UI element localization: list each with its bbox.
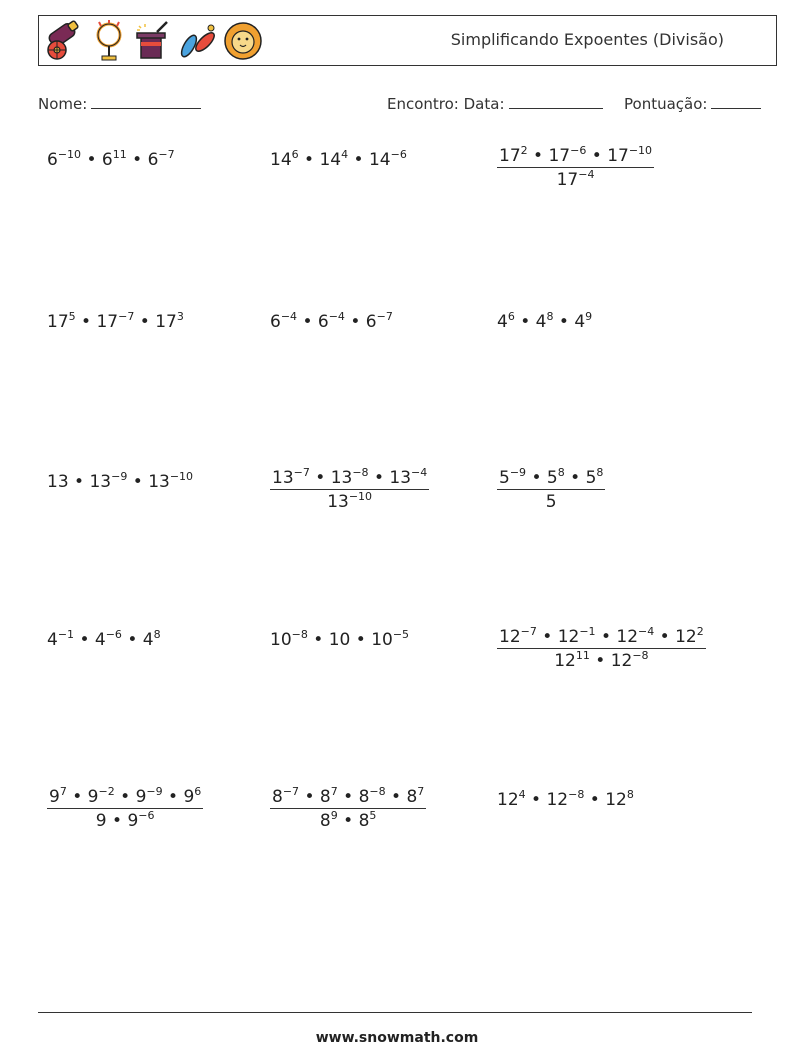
- lion-hoop-icon: [91, 20, 127, 62]
- power-exponent: 6: [507, 310, 515, 323]
- power-term: [89, 472, 127, 492]
- power-base: 8: [406, 787, 418, 807]
- power-term: [327, 492, 372, 512]
- numerator: [270, 468, 429, 489]
- power-base: 4: [47, 630, 58, 650]
- power-exponent: −10: [169, 470, 194, 483]
- problem-2: [270, 150, 407, 170]
- power-base: 13: [272, 468, 294, 488]
- multiply-dot: •: [297, 312, 318, 332]
- power-base: 13: [47, 472, 69, 492]
- problem-5: [270, 312, 393, 332]
- power-base: 17: [155, 312, 177, 332]
- power-exponent: −4: [411, 466, 428, 479]
- power-base: 8: [319, 811, 331, 831]
- power-term: [558, 627, 596, 647]
- multiply-dot: •: [553, 312, 575, 332]
- power-term: [331, 468, 369, 488]
- multiply-dot: •: [526, 468, 547, 488]
- power-term: [88, 787, 115, 807]
- power-exponent: −4: [638, 625, 655, 638]
- power-base: 12: [499, 627, 521, 647]
- fraction: [497, 468, 605, 512]
- power-exponent: 5: [68, 310, 76, 323]
- power-exponent: 5: [369, 809, 377, 822]
- multiply-dot: •: [75, 312, 97, 332]
- power-term: [366, 312, 393, 332]
- power-base: 5: [499, 468, 510, 488]
- power-exponent: −10: [57, 148, 82, 161]
- footer-site: www.snowmath.com: [315, 1030, 479, 1046]
- power-base: 17: [499, 146, 521, 166]
- date-field: [387, 94, 603, 113]
- power-term: [611, 651, 649, 671]
- power-base: 10: [371, 630, 393, 650]
- power-base: 13: [327, 492, 349, 512]
- score-field: [624, 94, 761, 113]
- power-base: 4: [142, 630, 154, 650]
- power-exponent: −1: [57, 628, 75, 641]
- multiply-dot: •: [589, 651, 611, 671]
- power-base: 12: [616, 627, 639, 647]
- multiply-dot: •: [595, 627, 617, 647]
- power-term: [49, 787, 67, 807]
- power-exponent: −7: [282, 785, 300, 798]
- power-exponent: −6: [390, 148, 407, 161]
- multiply-dot: •: [126, 150, 148, 170]
- multiply-dot: •: [114, 787, 136, 807]
- power-base: 13: [389, 468, 412, 488]
- power-base: 13: [148, 472, 170, 492]
- power-exponent: −7: [118, 310, 135, 323]
- multiply-dot: •: [162, 787, 184, 807]
- power-exponent: −6: [138, 809, 155, 822]
- power-base: 12: [497, 790, 519, 810]
- power-term: [389, 468, 427, 488]
- power-term: [499, 468, 526, 488]
- power-base: 5: [545, 492, 557, 512]
- multiply-dot: •: [127, 472, 149, 492]
- power-base: 13: [89, 472, 112, 492]
- power-exponent: −4: [328, 310, 345, 323]
- power-exponent: −7: [158, 148, 175, 161]
- numerator: [497, 146, 654, 167]
- power-term: [148, 150, 175, 170]
- power-base: 9: [87, 787, 99, 807]
- power-exponent: −1: [579, 625, 596, 638]
- power-base: 9: [135, 787, 147, 807]
- power-term: [546, 492, 557, 512]
- power-exponent: −7: [293, 466, 310, 479]
- numerator: [497, 627, 706, 648]
- fraction: [497, 627, 706, 671]
- power-exponent: −5: [392, 628, 410, 641]
- power-exponent: 4: [341, 148, 349, 161]
- power-term: [554, 651, 590, 671]
- problem-14: [270, 787, 426, 831]
- power-base: 4: [574, 312, 586, 332]
- power-base: 9: [95, 811, 107, 831]
- multiply-dot: •: [350, 630, 372, 650]
- power-exponent: −6: [570, 144, 587, 157]
- power-term: [546, 790, 584, 810]
- power-exponent: −4: [280, 310, 298, 323]
- power-exponent: 7: [330, 785, 338, 798]
- power-exponent: −6: [105, 628, 122, 641]
- problem-7: [47, 472, 193, 492]
- power-base: 5: [546, 468, 558, 488]
- power-exponent: −10: [628, 144, 653, 157]
- denominator: [497, 167, 654, 190]
- power-term: [183, 787, 201, 807]
- score-line[interactable]: [711, 94, 761, 109]
- power-term: [47, 630, 74, 650]
- power-term: [319, 150, 348, 170]
- denominator: [47, 808, 203, 831]
- power-term: [272, 468, 310, 488]
- power-base: 4: [94, 630, 106, 650]
- power-term: [499, 627, 537, 647]
- power-exponent: −8: [369, 785, 386, 798]
- numerator: [47, 787, 203, 808]
- multiply-dot: •: [309, 468, 331, 488]
- power-exponent: 6: [194, 785, 202, 798]
- power-term: [406, 787, 424, 807]
- power-exponent: 8: [557, 466, 565, 479]
- power-base: 17: [47, 312, 69, 332]
- fraction: [47, 787, 203, 831]
- power-base: 14: [368, 150, 391, 170]
- power-exponent: −8: [632, 649, 649, 662]
- multiply-dot: •: [74, 630, 95, 650]
- power-base: 17: [556, 170, 579, 190]
- power-exponent: 11: [112, 148, 127, 161]
- multiply-dot: •: [586, 146, 608, 166]
- problem-11: [270, 630, 409, 650]
- power-term: [127, 811, 154, 831]
- power-base: 9: [183, 787, 195, 807]
- multiply-dot: •: [337, 787, 359, 807]
- power-term: [329, 630, 351, 650]
- power-term: [574, 312, 592, 332]
- power-exponent: 8: [153, 628, 161, 641]
- power-term: [547, 468, 565, 488]
- power-base: 6: [101, 150, 113, 170]
- multiply-dot: •: [134, 312, 156, 332]
- problem-15: [497, 790, 634, 810]
- power-exponent: −8: [568, 788, 585, 801]
- power-base: 6: [270, 312, 281, 332]
- power-base: 12: [554, 651, 576, 671]
- power-term: [136, 787, 163, 807]
- power-exponent: 2: [520, 144, 528, 157]
- multiply-dot: •: [536, 627, 558, 647]
- denominator: [270, 489, 429, 512]
- power-exponent: 7: [59, 785, 67, 798]
- power-term: [536, 312, 554, 332]
- multiply-dot: •: [344, 312, 366, 332]
- power-exponent: 2: [696, 625, 704, 638]
- multiply-dot: •: [654, 627, 676, 647]
- power-exponent: −7: [376, 310, 393, 323]
- power-base: 10: [270, 630, 292, 650]
- problem-10: [47, 630, 161, 650]
- power-exponent: 3: [176, 310, 184, 323]
- power-term: [102, 150, 127, 170]
- power-term: [675, 627, 704, 647]
- power-term: [270, 312, 297, 332]
- denominator: [497, 489, 605, 512]
- power-term: [272, 787, 299, 807]
- power-exponent: −9: [146, 785, 163, 798]
- power-base: 12: [675, 627, 697, 647]
- multiply-dot: •: [368, 468, 390, 488]
- header-box: [38, 15, 777, 66]
- power-term: [320, 811, 338, 831]
- fraction: [270, 468, 429, 512]
- multiply-dot: •: [584, 790, 606, 810]
- power-base: 12: [546, 790, 569, 810]
- power-base: 8: [272, 787, 283, 807]
- multiply-dot: •: [81, 150, 102, 170]
- multiply-dot: •: [68, 472, 90, 492]
- multiply-dot: •: [66, 787, 88, 807]
- problem-1: [47, 150, 175, 170]
- problem-9: [497, 468, 605, 512]
- problem-13: [47, 787, 203, 831]
- power-base: 8: [319, 787, 331, 807]
- power-base: 5: [585, 468, 597, 488]
- power-base: 12: [610, 651, 633, 671]
- name-label: Nome:: [38, 95, 88, 113]
- power-exponent: 8: [596, 466, 604, 479]
- power-exponent: −8: [352, 466, 369, 479]
- fraction: [497, 146, 654, 190]
- power-term: [320, 787, 338, 807]
- page-title: Simplificando Expoentes (Divisão): [450, 30, 724, 49]
- problem-6: [497, 312, 592, 332]
- power-term: [359, 811, 377, 831]
- power-term: [497, 790, 526, 810]
- power-exponent: −7: [520, 625, 537, 638]
- power-base: 9: [127, 811, 139, 831]
- score-label: Pontuação:: [624, 95, 708, 113]
- power-exponent: 6: [291, 148, 299, 161]
- power-base: 13: [330, 468, 353, 488]
- name-line[interactable]: [91, 94, 201, 109]
- power-term: [371, 630, 409, 650]
- power-term: [96, 811, 107, 831]
- power-base: 6: [47, 150, 58, 170]
- numerator: [497, 468, 605, 489]
- problem-3: [497, 146, 654, 190]
- multiply-dot: •: [106, 811, 128, 831]
- multiply-dot: •: [121, 630, 143, 650]
- power-exponent: −2: [98, 785, 115, 798]
- power-base: 14: [319, 150, 342, 170]
- power-term: [605, 790, 634, 810]
- power-base: 8: [358, 811, 370, 831]
- name-field: [38, 94, 201, 113]
- problem-8: [270, 468, 429, 512]
- power-exponent: −8: [291, 628, 308, 641]
- power-base: 6: [147, 150, 159, 170]
- cannon-icon: [43, 20, 85, 62]
- problem-12: [497, 627, 706, 671]
- power-term: [148, 472, 193, 492]
- power-term: [548, 146, 586, 166]
- lion-icon: [223, 20, 263, 62]
- denominator: [497, 648, 706, 671]
- denominator: [270, 808, 426, 831]
- power-exponent: 7: [417, 785, 425, 798]
- multiply-dot: •: [514, 312, 536, 332]
- power-term: [607, 146, 652, 166]
- numerator: [270, 787, 426, 808]
- multiply-dot: •: [298, 150, 320, 170]
- multiply-dot: •: [527, 146, 549, 166]
- juggling-clubs-icon: [177, 20, 217, 62]
- multiply-dot: •: [385, 787, 407, 807]
- power-base: 17: [607, 146, 629, 166]
- date-label: Encontro: Data:: [387, 95, 505, 113]
- multiply-dot: •: [525, 790, 547, 810]
- multiply-dot: •: [299, 787, 320, 807]
- power-term: [318, 312, 345, 332]
- power-exponent: −9: [111, 470, 128, 483]
- power-exponent: 11: [575, 649, 590, 662]
- power-base: 4: [535, 312, 547, 332]
- power-term: [47, 312, 76, 332]
- date-line[interactable]: [509, 94, 603, 109]
- power-exponent: −10: [348, 490, 373, 503]
- fraction: [270, 787, 426, 831]
- power-exponent: 9: [585, 310, 593, 323]
- power-term: [557, 170, 595, 190]
- power-term: [270, 150, 299, 170]
- power-term: [359, 787, 386, 807]
- power-base: 6: [317, 312, 329, 332]
- power-base: 12: [605, 790, 627, 810]
- power-term: [95, 630, 122, 650]
- power-term: [47, 150, 81, 170]
- problem-4: [47, 312, 184, 332]
- multiply-dot: •: [337, 811, 359, 831]
- multiply-dot: •: [564, 468, 586, 488]
- power-term: [497, 312, 515, 332]
- power-exponent: 4: [518, 788, 526, 801]
- power-base: 17: [548, 146, 571, 166]
- multiply-dot: •: [307, 630, 329, 650]
- magic-hat-icon: [133, 20, 171, 62]
- power-base: 6: [365, 312, 377, 332]
- icon-strip: [43, 20, 263, 62]
- power-exponent: 8: [626, 788, 634, 801]
- power-base: 4: [497, 312, 508, 332]
- power-term: [143, 630, 161, 650]
- power-base: 14: [270, 150, 292, 170]
- power-term: [499, 146, 528, 166]
- power-term: [369, 150, 407, 170]
- power-base: 12: [557, 627, 580, 647]
- power-term: [155, 312, 184, 332]
- power-exponent: 9: [330, 809, 338, 822]
- power-term: [47, 472, 69, 492]
- power-exponent: 8: [546, 310, 554, 323]
- power-term: [586, 468, 604, 488]
- multiply-dot: •: [348, 150, 369, 170]
- power-term: [616, 627, 654, 647]
- power-base: 17: [96, 312, 119, 332]
- power-exponent: −4: [578, 168, 595, 181]
- power-base: 8: [358, 787, 370, 807]
- power-exponent: −9: [509, 466, 527, 479]
- footer-divider: [38, 1012, 752, 1013]
- power-term: [96, 312, 134, 332]
- power-base: 9: [49, 787, 60, 807]
- power-base: 10: [328, 630, 351, 650]
- power-term: [270, 630, 308, 650]
